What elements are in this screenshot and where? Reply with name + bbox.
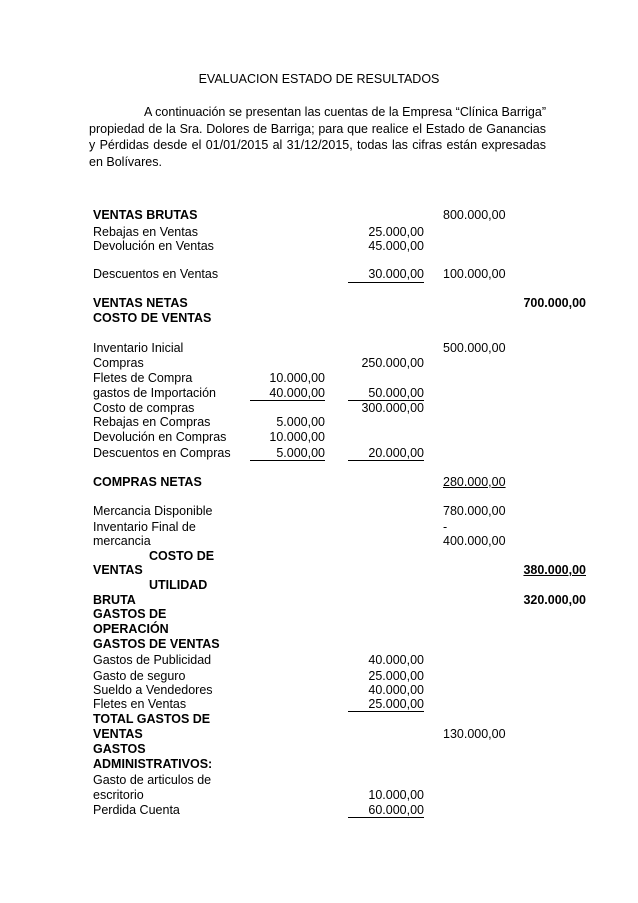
gastos-importacion-label: gastos de Importación <box>93 386 216 400</box>
document-title: EVALUACION ESTADO DE RESULTADOS <box>198 72 440 86</box>
descuentos-compras-sub: 5.000,00 <box>276 446 325 460</box>
costo-compras-label: Costo de compras <box>93 401 195 415</box>
devolucion-ventas-amount: 45.000,00 <box>368 239 424 253</box>
underline <box>348 817 424 818</box>
ventas-netas-final: 700.000,00 <box>523 296 586 310</box>
fletes-ventas-amount: 25.000,00 <box>368 697 424 711</box>
ventas-netas-label: VENTAS NETAS <box>93 296 188 310</box>
inventario-final-total: 400.000,00 <box>443 534 506 548</box>
fletes-compra-label: Fletes de Compra <box>93 371 193 385</box>
inventario-inicial-total: 500.000,00 <box>443 341 506 355</box>
gastos-importacion-amount: 50.000,00 <box>368 386 424 400</box>
gasto-seguro-label: Gasto de seguro <box>93 669 186 683</box>
perdida-cuenta-label: Perdida Cuenta <box>93 803 180 817</box>
costo-ventas-header: COSTO DE VENTAS <box>93 311 212 325</box>
descuentos-ventas-amount: 30.000,00 <box>368 267 424 281</box>
compras-netas-label: COMPRAS NETAS <box>93 475 202 489</box>
gasto-articulos-label-2: escritorio <box>93 788 144 802</box>
underline <box>250 460 325 461</box>
gasto-seguro-amount: 25.000,00 <box>368 669 424 683</box>
compras-netas-total: 280.000,00 <box>443 475 506 489</box>
gastos-operacion-label: GASTOS DE <box>93 607 167 621</box>
sueldo-vendedores-label: Sueldo a Vendedores <box>93 683 213 697</box>
devolucion-ventas-label: Devolución en Ventas <box>93 239 214 253</box>
compras-label: Compras <box>93 356 144 370</box>
costo-de-ventas-final: 380.000,00 <box>523 563 586 577</box>
underline <box>348 711 424 712</box>
rebajas-ventas-amount: 25.000,00 <box>368 225 424 239</box>
gastos-administrativos-label: GASTOS <box>93 742 146 756</box>
gasto-articulos-amount: 10.000,00 <box>368 788 424 802</box>
descuentos-ventas-label: Descuentos en Ventas <box>93 267 219 281</box>
inventario-inicial-label: Inventario Inicial <box>93 341 184 355</box>
rebajas-ventas-label: Rebajas en Ventas <box>93 225 198 239</box>
rebajas-compras-label: Rebajas en Compras <box>93 415 211 429</box>
underline <box>250 400 325 401</box>
gastos-publicidad-label: Gastos de Publicidad <box>93 653 212 667</box>
total-gastos-ventas-total: 130.000,00 <box>443 727 506 741</box>
fletes-ventas-label: Fletes en Ventas <box>93 697 187 711</box>
descuentos-ventas-total: 100.000,00 <box>443 267 506 281</box>
underline <box>348 282 424 283</box>
descuentos-compras-amount: 20.000,00 <box>368 446 424 460</box>
intro-paragraph <box>89 104 546 170</box>
underline <box>348 460 424 461</box>
devolucion-compras-label: Devolución en Compras <box>93 430 227 444</box>
ventas-brutas-label: VENTAS BRUTAS <box>93 208 198 222</box>
rebajas-compras-sub: 5.000,00 <box>276 415 325 429</box>
total-gastos-ventas-label-2: VENTAS <box>93 727 143 741</box>
gastos-administrativos-label-2: ADMINISTRATIVOS: <box>93 757 213 771</box>
gastos-operacion-label-2: OPERACIÓN <box>93 622 169 636</box>
fletes-compra-sub: 10.000,00 <box>269 371 325 385</box>
gasto-articulos-label: Gasto de articulos de <box>93 773 212 787</box>
total-gastos-ventas-label: TOTAL GASTOS DE <box>93 712 211 726</box>
inventario-final-label: Inventario Final de <box>93 520 196 534</box>
mercancia-disponible-label: Mercancia Disponible <box>93 504 213 518</box>
costo-compras-amount: 300.000,00 <box>361 401 424 415</box>
costo-de-ventas-label-2: VENTAS <box>93 563 143 577</box>
descuentos-compras-label: Descuentos en Compras <box>93 446 231 460</box>
gastos-importacion-sub: 40.000,00 <box>269 386 325 400</box>
utilidad-bruta-final: 320.000,00 <box>523 593 586 607</box>
inventario-final-dash: - <box>443 520 448 534</box>
gastos-ventas-header: GASTOS DE VENTAS <box>93 637 220 651</box>
inventario-final-label-2: mercancia <box>93 534 151 548</box>
mercancia-disponible-total: 780.000,00 <box>443 504 506 518</box>
costo-de-ventas-label: COSTO DE <box>149 549 215 563</box>
compras-amount: 250.000,00 <box>361 356 424 370</box>
sueldo-vendedores-amount: 40.000,00 <box>368 683 424 697</box>
intro-text: A continuación se presentan las cuentas de la Empresa “Clínica Barriga” propiedad de la Sra. Dolores de Barriga; para que realice el Estado de Ganancias y Pérdidas desde el 01/01/2015 al 31/12/2015, todas las cifras están expresadas en Bolívares. <box>89 105 546 169</box>
perdida-cuenta-amount: 60.000,00 <box>368 803 424 817</box>
devolucion-compras-sub: 10.000,00 <box>269 430 325 444</box>
utilidad-bruta-label: UTILIDAD <box>149 578 208 592</box>
utilidad-bruta-label-2: BRUTA <box>93 593 136 607</box>
gastos-publicidad-amount: 40.000,00 <box>368 653 424 667</box>
ventas-brutas-total: 800.000,00 <box>443 208 506 222</box>
